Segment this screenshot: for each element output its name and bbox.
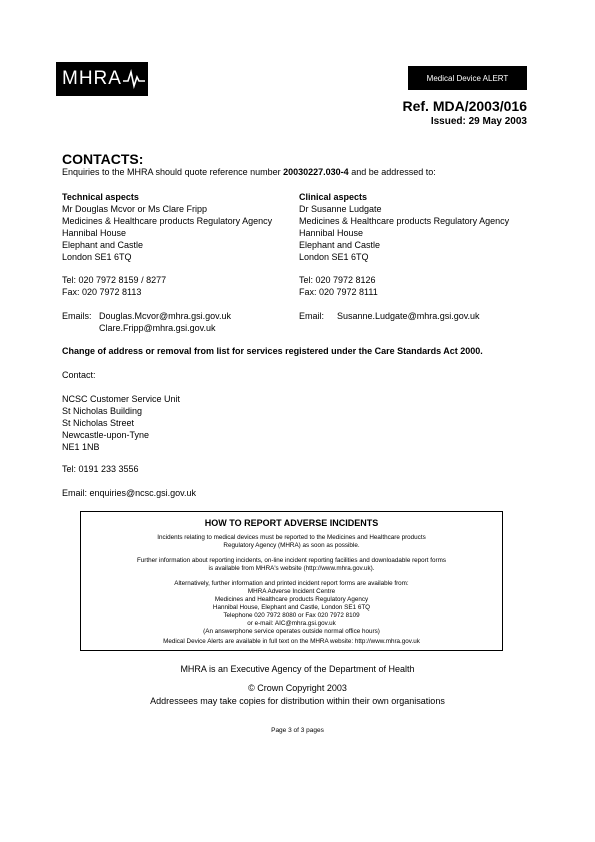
clinical-email-label: Email: — [299, 311, 325, 321]
adverse-p3-line: Medicines and Healthcare products Regulatory Agency — [214, 596, 369, 603]
intro-suffix: and be addressed to: — [348, 167, 436, 177]
copyright: © Crown Copyright 2003 — [248, 683, 347, 693]
heartbeat-icon — [123, 69, 145, 89]
clinical-line: Dr Susanne Ludgate — [299, 204, 382, 214]
technical-email-2[interactable]: Clare.Fripp@mhra.gsi.gov.uk — [99, 323, 216, 333]
alert-label-box — [408, 66, 527, 90]
reference-number: Ref. MDA/2003/016 — [402, 98, 527, 114]
ncsc-address-line: St Nicholas Street — [62, 418, 135, 428]
adverse-p3-line: Alternatively, further information and printed incident report forms are available from: — [174, 580, 409, 587]
adverse-incidents-title: HOW TO REPORT ADVERSE INCIDENTS — [204, 518, 379, 528]
adverse-p1-line: Regulatory Agency (MHRA) as soon as possible. — [223, 542, 360, 549]
intro-prefix: Enquiries to the MHRA should quote reference number — [62, 167, 284, 177]
technical-line: Hannibal House — [62, 228, 127, 238]
adverse-p3-line: MHRA Adverse Incident Centre — [247, 588, 336, 595]
clinical-fax: Fax: 020 7972 8111 — [299, 287, 378, 297]
logo-text: MHRA — [62, 68, 122, 89]
clinical-line: London SE1 6TQ — [299, 252, 369, 262]
adverse-p3-line: (An answerphone service operates outside normal office hours) — [203, 628, 380, 635]
clinical-line: Hannibal House — [299, 228, 364, 238]
clinical-tel: Tel: 020 7972 8126 — [299, 275, 376, 285]
issued-date: Issued: 29 May 2003 — [430, 116, 527, 127]
adverse-p3-line: Hannibal House, Elephant and Castle, London SE1 6TQ — [212, 604, 371, 611]
clinical-line: Elephant and Castle — [299, 240, 381, 250]
intro-ref-number: 20030227.030-4 — [283, 167, 349, 177]
adverse-p3-line: Telephone 020 7972 8080 or Fax 020 7972 8109 — [223, 612, 360, 619]
ncsc-address-line: NCSC Customer Service Unit — [62, 394, 181, 404]
technical-heading: Technical aspects — [62, 192, 139, 202]
adverse-incidents-box — [80, 511, 503, 651]
contacts-intro — [62, 166, 436, 178]
adverse-p3-line: or e-mail: AIC@mhra.gsi.gov.uk — [247, 620, 336, 627]
clinical-heading: Clinical aspects — [299, 192, 368, 202]
technical-fax: Fax: 020 7972 8113 — [62, 287, 142, 297]
technical-line: Mr Douglas Mcvor or Ms Clare Fripp — [62, 204, 208, 214]
ncsc-email[interactable]: Email: enquiries@ncsc.gsi.gov.uk — [62, 488, 197, 498]
contacts-title: CONTACTS: — [62, 151, 144, 167]
addressees-note: Addressees may take copies for distribution within their own organisations — [150, 696, 445, 706]
technical-line: Elephant and Castle — [62, 240, 144, 250]
technical-line: Medicines & Healthcare products Regulatory Agency — [62, 216, 273, 226]
mhra-logo — [56, 62, 148, 96]
clinical-line: Medicines & Healthcare products Regulatory Agency — [299, 216, 510, 226]
ncsc-address-line: St Nicholas Building — [62, 406, 143, 416]
technical-email-1[interactable]: Douglas.Mcvor@mhra.gsi.gov.uk — [99, 311, 232, 321]
ncsc-address-line: NE1 1NB — [62, 442, 100, 452]
ncsc-tel: Tel: 0191 233 3556 — [62, 464, 139, 474]
technical-emails-label: Emails: — [62, 311, 92, 321]
care-standards-heading: Change of address or removal from list for services registered under the Care Standards Act 2000. — [62, 346, 483, 356]
ncsc-address-line: Newcastle-upon-Tyne — [62, 430, 150, 440]
adverse-p2-line: Further information about reporting incidents, on-line incident reporting facilities and downloadable report forms — [136, 557, 447, 564]
adverse-p2-line: is available from MHRA's website (http://www.mhra.gov.uk). — [208, 565, 375, 572]
adverse-p1-line: Incidents relating to medical devices must be reported to the Medicines and Healthcare products — [157, 534, 426, 541]
adverse-website-line: Medical Device Alerts are available in full text on the MHRA website: http://www.mhra.gov.uk — [163, 638, 420, 645]
technical-tel: Tel: 020 7972 8159 / 8277 — [62, 275, 167, 285]
technical-line: London SE1 6TQ — [62, 252, 132, 262]
page-number: Page 3 of 3 pages — [271, 727, 324, 734]
care-standards-contact-label: Contact: — [62, 370, 96, 380]
clinical-email[interactable]: Susanne.Ludgate@mhra.gsi.gov.uk — [337, 311, 480, 321]
agency-statement: MHRA is an Executive Agency of the Department of Health — [180, 664, 415, 674]
alert-label: Medical Device ALERT — [426, 73, 509, 83]
